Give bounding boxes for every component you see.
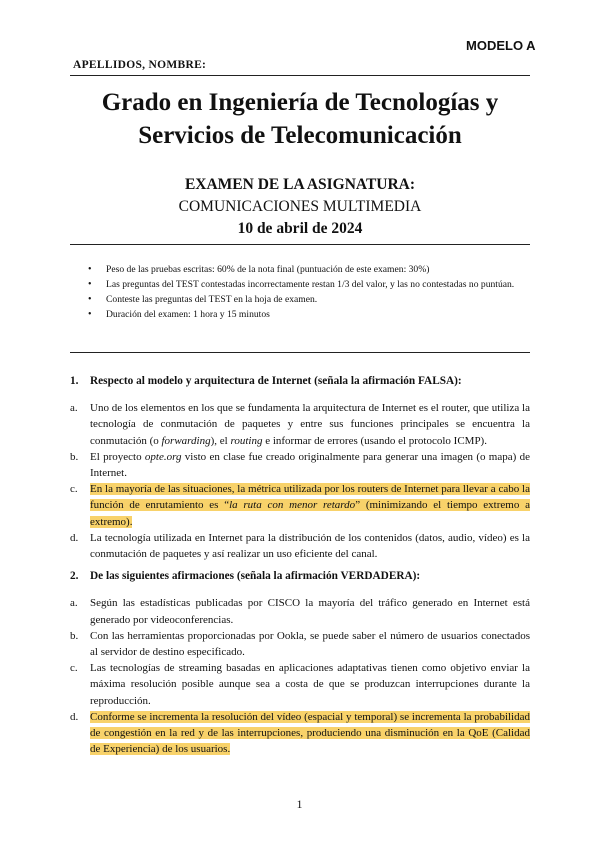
surname-name-label: APELLIDOS, NOMBRE: — [73, 59, 207, 71]
divider-bottom — [70, 352, 530, 353]
option-text-highlighted — [90, 481, 530, 530]
instruction-item: • Conteste las preguntas del TEST en la hoja de examen. — [86, 292, 530, 307]
exam-model-label: MODELO A — [466, 38, 536, 53]
instruction-item: • Peso de las pruebas escritas: 60% de la nota final (puntuación de este examen: 30%) — [86, 262, 530, 277]
questions — [70, 373, 530, 757]
option-letter: b. — [70, 629, 79, 642]
option-letter: d. — [70, 710, 79, 723]
option-text: Según las estadísticas publicadas por CISCO la mayoría del tráfico generado en Internet está generado por videoconferencias. — [90, 597, 530, 626]
option-text: El proyecto opte.org visto en clase fue creado originalmente para generar una imagen (o mapa) de Internet. — [90, 450, 530, 480]
question-text: De las siguientes afirmaciones (señala la afirmación VERDADERA): — [90, 570, 421, 583]
option-text: Uno de los elementos en los que se fundamenta la arquitectura de Internet es el router, que utiliza la tecnología de conmutación de paquetes y entre sus funciones principales se encuentra la conmutación (o forwarding), el routing e informar de errores (usando el protocolo ICMP). — [90, 402, 530, 447]
option-text: Con las herramientas proporcionadas por Ookla, se puede saber el número de usuarios conectados al servidor de destino especificado. — [90, 629, 530, 659]
divider-top — [70, 244, 530, 245]
instruction-item: • Duración del examen: 1 hora y 15 minutos — [86, 307, 530, 322]
question-2 — [70, 568, 530, 757]
option-letter: b. — [70, 450, 79, 463]
degree-title-line-1: Grado en Ingeniería de Tecnologías y — [101, 89, 499, 116]
option-letter: c. — [70, 483, 78, 496]
answer-highlight: Conforme se incrementa la resolución del vídeo (espacial y temporal) se incrementa la probabilidad de congestión en la red y de las interrupciones, produciendo una disminución en la QoE (Calidad de Experiencia) de los usuarios. — [90, 710, 530, 756]
option-letter: c. — [70, 662, 78, 675]
question-1-option-c[interactable] — [70, 481, 530, 530]
question-text: Respecto al modelo y arquitectura de Internet (señala la afirmación FALSA): — [90, 375, 462, 387]
option-text: Las tecnologías de streaming basadas en aplicaciones adaptativas tienen como objetivo enviar la máxima resolución posible aunque sea a costa de que se produzcan interrupciones durante la reproducción. — [90, 662, 530, 707]
instruction-item: • Las preguntas del TEST contestadas incorrectamente restan 1/3 del valor, y las no contestadas no puntúan. — [86, 277, 530, 292]
option-letter: a. — [70, 597, 78, 610]
question-number: 1. — [70, 375, 79, 387]
option-text-highlighted — [90, 709, 530, 758]
question-1-header — [70, 373, 530, 389]
question-2-option-d[interactable] — [70, 709, 530, 758]
instructions-list — [86, 262, 530, 322]
question-2-option-c[interactable] — [70, 660, 530, 709]
question-1-option-d[interactable] — [70, 530, 530, 562]
degree-title-line-2: Servicios de Telecomunicación — [138, 122, 462, 149]
question-2-option-b[interactable] — [70, 628, 530, 660]
page-number: 1 — [296, 797, 303, 811]
question-1 — [70, 373, 530, 562]
question-1-option-a[interactable] — [70, 400, 530, 449]
degree-title — [40, 86, 560, 152]
question-number: 2. — [70, 570, 79, 583]
question-2-option-a[interactable] — [70, 595, 530, 627]
option-text: La tecnología utilizada en Internet para la distribución de los contenidos (datos, audio, vídeo) es la conmutación de paquetes y así realizar un uso eficiente del canal. — [90, 531, 530, 561]
name-field-line — [70, 75, 530, 76]
answer-highlight: En la mayoría de las situaciones, la métrica utilizada por los routers de Internet para llevar a cabo la función de enrutamiento es “la ruta con menor retardo” (minimizando el tiempo extremo a extremo). — [90, 483, 530, 528]
exam-date: 10 de abril de 2024 — [237, 220, 363, 237]
exam-info — [40, 174, 560, 240]
option-letter: a. — [70, 402, 78, 415]
question-2-header — [70, 568, 530, 584]
option-letter: d. — [70, 531, 79, 544]
exam-subject: COMUNICACIONES MULTIMEDIA — [178, 198, 422, 215]
exam-heading: EXAMEN DE LA ASIGNATURA: — [184, 176, 416, 193]
question-1-option-b[interactable] — [70, 449, 530, 481]
